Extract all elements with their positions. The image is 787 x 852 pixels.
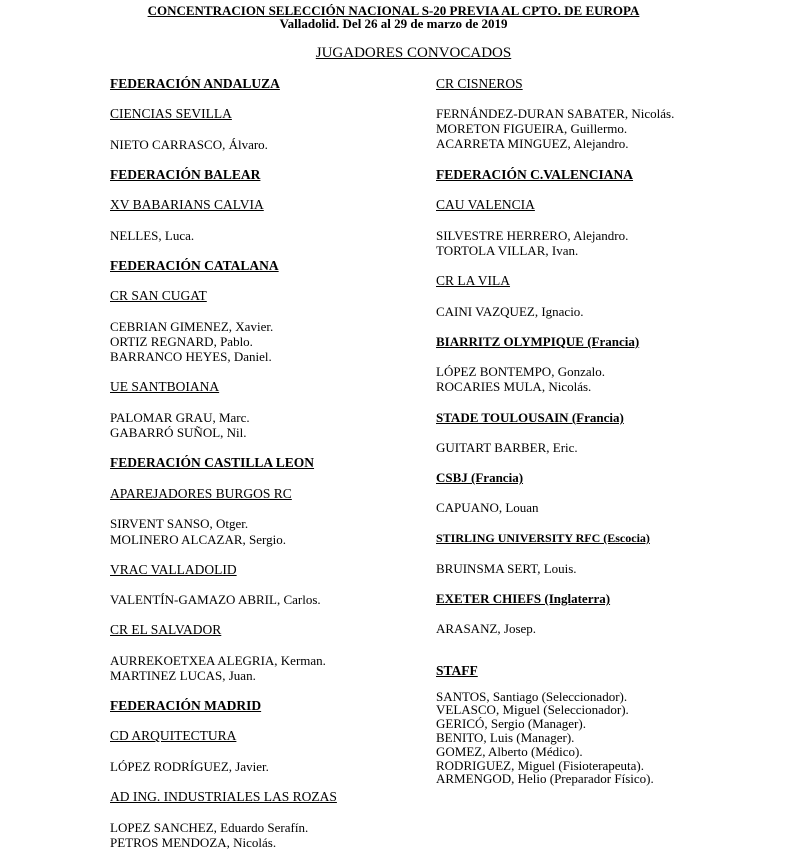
federation-heading: FEDERACIÓN MADRID — [110, 698, 262, 713]
player-name: CEBRIAN GIMENEZ, Xavier. — [110, 319, 274, 334]
club-name: VRAC VALLADOLID — [110, 562, 237, 577]
club-name: STIRLING UNIVERSITY RFC (Escocia) — [436, 531, 650, 545]
player-name: GABARRÓ SUÑOL, Nil. — [110, 425, 247, 440]
club-name: CR SAN CUGAT — [110, 288, 207, 303]
staff-heading: STAFF — [436, 663, 478, 678]
club-name: CAU VALENCIA — [436, 197, 535, 212]
player-name: MORETON FIGUEIRA, Guillermo. — [436, 121, 628, 136]
player-name: FERNÁNDEZ-DURAN SABATER, Nicolás. — [436, 106, 675, 121]
section-title: JUGADORES CONVOCADOS — [315, 45, 512, 61]
club-name: EXETER CHIEFS (Inglaterra) — [436, 591, 611, 606]
federation-heading: FEDERACIÓN CASTILLA LEON — [110, 455, 315, 470]
staff-member: GERICÓ, Sergio (Manager). — [436, 716, 586, 731]
club-name: CR LA VILA — [436, 273, 511, 288]
document-subtitle: Valladolid. Del 26 al 29 de marzo de 2019 — [279, 16, 508, 31]
player-name: PALOMAR GRAU, Marc. — [110, 410, 250, 425]
player-name: CAINI VAZQUEZ, Ignacio. — [436, 304, 584, 319]
staff-member: RODRIGUEZ, Miguel (Fisioterapeuta). — [436, 758, 644, 773]
player-name: TORTOLA VILLAR, Ivan. — [436, 243, 579, 258]
player-name: LÓPEZ RODRÍGUEZ, Javier. — [110, 759, 269, 774]
club-name: UE SANTBOIANA — [110, 379, 220, 394]
player-name: PETROS MENDOZA, Nicolás. — [110, 835, 277, 850]
club-name: XV BABARIANS CALVIA — [110, 197, 264, 212]
federation-heading: FEDERACIÓN C.VALENCIANA — [436, 167, 634, 182]
club-name: AD ING. INDUSTRIALES LAS ROZAS — [110, 789, 337, 804]
player-name: MOLINERO ALCAZAR, Sergio. — [110, 532, 286, 547]
player-name: GUITART BARBER, Eric. — [436, 440, 578, 455]
club-name: CIENCIAS SEVILLA — [110, 106, 232, 121]
staff-member: BENITO, Luis (Manager). — [436, 730, 575, 745]
player-name: ARASANZ, Josep. — [436, 621, 537, 636]
club-name: CSBJ (Francia) — [436, 470, 524, 485]
player-name: SIRVENT SANSO, Otger. — [110, 516, 249, 531]
federation-heading: FEDERACIÓN ANDALUZA — [110, 76, 280, 91]
player-name: BRUINSMA SERT, Louis. — [436, 561, 577, 576]
club-name: STADE TOULOUSAIN (Francia) — [436, 410, 624, 425]
club-name: CD ARQUITECTURA — [110, 728, 237, 743]
staff-member: SANTOS, Santiago (Seleccionador). — [436, 689, 628, 704]
player-name: SILVESTRE HERRERO, Alejandro. — [436, 228, 629, 243]
player-name: MARTINEZ LUCAS, Juan. — [110, 668, 256, 683]
federation-heading: FEDERACIÓN CATALANA — [110, 258, 279, 273]
staff-member: ARMENGOD, Helio (Preparador Físico). — [436, 771, 654, 786]
player-name: LÓPEZ BONTEMPO, Gonzalo. — [436, 364, 605, 379]
club-name: CR CISNEROS — [436, 76, 523, 91]
player-name: NELLES, Luca. — [110, 228, 195, 243]
club-name: CR EL SALVADOR — [110, 622, 222, 637]
player-name: BARRANCO HEYES, Daniel. — [110, 349, 272, 364]
document-title: CONCENTRACION SELECCIÓN NACIONAL S-20 PREVIA AL CPTO. DE EUROPA — [147, 3, 640, 18]
club-name: BIARRITZ OLYMPIQUE (Francia) — [436, 334, 640, 349]
player-name: LOPEZ SANCHEZ, Eduardo Serafín. — [110, 820, 309, 835]
club-name: APAREJADORES BURGOS RC — [110, 486, 292, 501]
player-name: CAPUANO, Louan — [436, 500, 539, 515]
player-name: VALENTÍN-GAMAZO ABRIL, Carlos. — [110, 592, 321, 607]
staff-member: GOMEZ, Alberto (Médico). — [436, 744, 583, 759]
player-name: ROCARIES MULA, Nicolás. — [436, 379, 592, 394]
federation-heading: FEDERACIÓN BALEAR — [110, 167, 261, 182]
player-name: AURREKOETXEA ALEGRIA, Kerman. — [110, 653, 326, 668]
player-name: ORTIZ REGNARD, Pablo. — [110, 334, 253, 349]
player-name: NIETO CARRASCO, Álvaro. — [110, 137, 268, 152]
player-name: ACARRETA MINGUEZ, Alejandro. — [436, 136, 629, 151]
staff-member: VELASCO, Miguel (Seleccionador). — [436, 702, 629, 717]
